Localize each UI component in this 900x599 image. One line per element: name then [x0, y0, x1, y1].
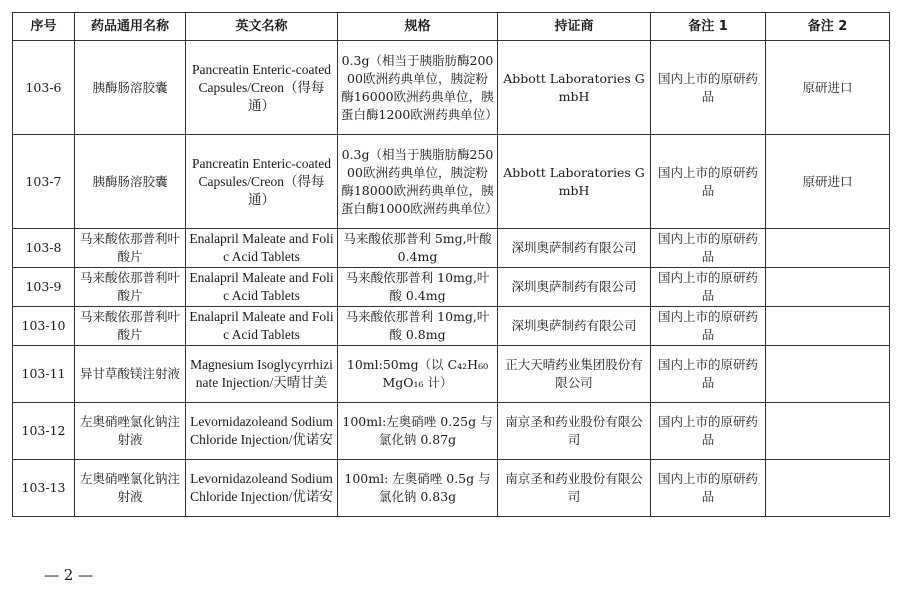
cell-col-note2: [766, 460, 890, 517]
cell-col-note2: [766, 268, 890, 307]
header-col-english-name: 英文名称: [186, 13, 338, 41]
table-row: [13, 346, 890, 403]
cell-col-spec: 10ml:50mg（以 C₄₂H₆₀MgO₁₆ 计）: [338, 346, 498, 403]
cell-col-no: 103-8: [13, 229, 75, 268]
header-col-no: 序号: [13, 13, 75, 41]
cell-col-no: 103-10: [13, 307, 75, 346]
cell-col-generic-name: 马来酸依那普利叶酸片: [75, 307, 186, 346]
cell-col-spec: 0.3g（相当于胰脂肪酶25000欧洲药典单位，胰淀粉酶18000欧洲药典单位，胰蛋白酶1000欧洲药典单位）: [338, 135, 498, 229]
cell-col-holder: Abbott Laboratories GmbH: [498, 41, 651, 135]
table-row: [13, 403, 890, 460]
cell-col-note1: 国内上市的原研药品: [651, 307, 766, 346]
header-col-note2: 备注 2: [766, 13, 890, 41]
header-col-note1: 备注 1: [651, 13, 766, 41]
table-row: [13, 460, 890, 517]
table-row: [13, 268, 890, 307]
cell-col-note1: 国内上市的原研药品: [651, 346, 766, 403]
cell-col-generic-name: 马来酸依那普利叶酸片: [75, 268, 186, 307]
cell-col-english-name: Pancreatin Enteric-coated Capsules/Creon（得每通）: [186, 41, 338, 135]
drug-list-table: [12, 12, 890, 517]
cell-col-spec: 100ml:左奥硝唑 0.25g 与氯化钠 0.87g: [338, 403, 498, 460]
cell-col-generic-name: 胰酶肠溶胶囊: [75, 135, 186, 229]
cell-col-note1: 国内上市的原研药品: [651, 135, 766, 229]
cell-col-generic-name: 左奥硝唑氯化钠注射液: [75, 460, 186, 517]
table-row: [13, 229, 890, 268]
cell-col-holder: 正大天晴药业集团股份有限公司: [498, 346, 651, 403]
cell-col-generic-name: 异甘草酸镁注射液: [75, 346, 186, 403]
cell-col-generic-name: 左奥硝唑氯化钠注射液: [75, 403, 186, 460]
header-col-spec: 规格: [338, 13, 498, 41]
cell-col-no: 103-13: [13, 460, 75, 517]
cell-col-holder: Abbott Laboratories GmbH: [498, 135, 651, 229]
cell-col-note1: 国内上市的原研药品: [651, 403, 766, 460]
cell-col-english-name: Levornidazoleand Sodium Chloride Injection/优诺安: [186, 403, 338, 460]
table-row: [13, 307, 890, 346]
cell-col-no: 103-7: [13, 135, 75, 229]
cell-col-english-name: Pancreatin Enteric-coated Capsules/Creon（得每通）: [186, 135, 338, 229]
cell-col-note1: 国内上市的原研药品: [651, 268, 766, 307]
cell-col-generic-name: 马来酸依那普利叶酸片: [75, 229, 186, 268]
header-col-generic-name: 药品通用名称: [75, 13, 186, 41]
cell-col-note1: 国内上市的原研药品: [651, 41, 766, 135]
cell-col-english-name: Enalapril Maleate and Folic Acid Tablets: [186, 307, 338, 346]
cell-col-spec: 马来酸依那普利 10mg,叶酸 0.8mg: [338, 307, 498, 346]
cell-col-english-name: Magnesium Isoglycyrrhizinate Injection/天晴甘美: [186, 346, 338, 403]
cell-col-note2: [766, 346, 890, 403]
cell-col-holder: 深圳奥萨制药有限公司: [498, 268, 651, 307]
cell-col-english-name: Levornidazoleand Sodium Chloride Injection/优诺安: [186, 460, 338, 517]
cell-col-english-name: Enalapril Maleate and Folic Acid Tablets: [186, 268, 338, 307]
cell-col-spec: 马来酸依那普利 5mg,叶酸 0.4mg: [338, 229, 498, 268]
cell-col-no: 103-11: [13, 346, 75, 403]
header-col-holder: 持证商: [498, 13, 651, 41]
cell-col-spec: 马来酸依那普利 10mg,叶酸 0.4mg: [338, 268, 498, 307]
cell-col-english-name: Enalapril Maleate and Folic Acid Tablets: [186, 229, 338, 268]
cell-col-holder: 深圳奥萨制药有限公司: [498, 229, 651, 268]
cell-col-note2: [766, 403, 890, 460]
cell-col-note1: 国内上市的原研药品: [651, 229, 766, 268]
cell-col-spec: 0.3g（相当于胰脂肪酶20000欧洲药典单位，胰淀粉酶16000欧洲药典单位，胰蛋白酶1200欧洲药典单位）: [338, 41, 498, 135]
cell-col-no: 103-6: [13, 41, 75, 135]
table-row: [13, 135, 890, 229]
cell-col-note2: [766, 229, 890, 268]
cell-col-no: 103-12: [13, 403, 75, 460]
cell-col-holder: 深圳奥萨制药有限公司: [498, 307, 651, 346]
cell-col-note1: 国内上市的原研药品: [651, 460, 766, 517]
cell-col-no: 103-9: [13, 268, 75, 307]
cell-col-holder: 南京圣和药业股份有限公司: [498, 403, 651, 460]
cell-col-holder: 南京圣和药业股份有限公司: [498, 460, 651, 517]
page-number: — 2 —: [44, 566, 94, 584]
table-header-row: [13, 13, 890, 41]
cell-col-generic-name: 胰酶肠溶胶囊: [75, 41, 186, 135]
cell-col-note2: 原研进口: [766, 41, 890, 135]
cell-col-note2: 原研进口: [766, 135, 890, 229]
table-row: [13, 41, 890, 135]
cell-col-spec: 100ml: 左奥硝唑 0.5g 与氯化钠 0.83g: [338, 460, 498, 517]
cell-col-note2: [766, 307, 890, 346]
